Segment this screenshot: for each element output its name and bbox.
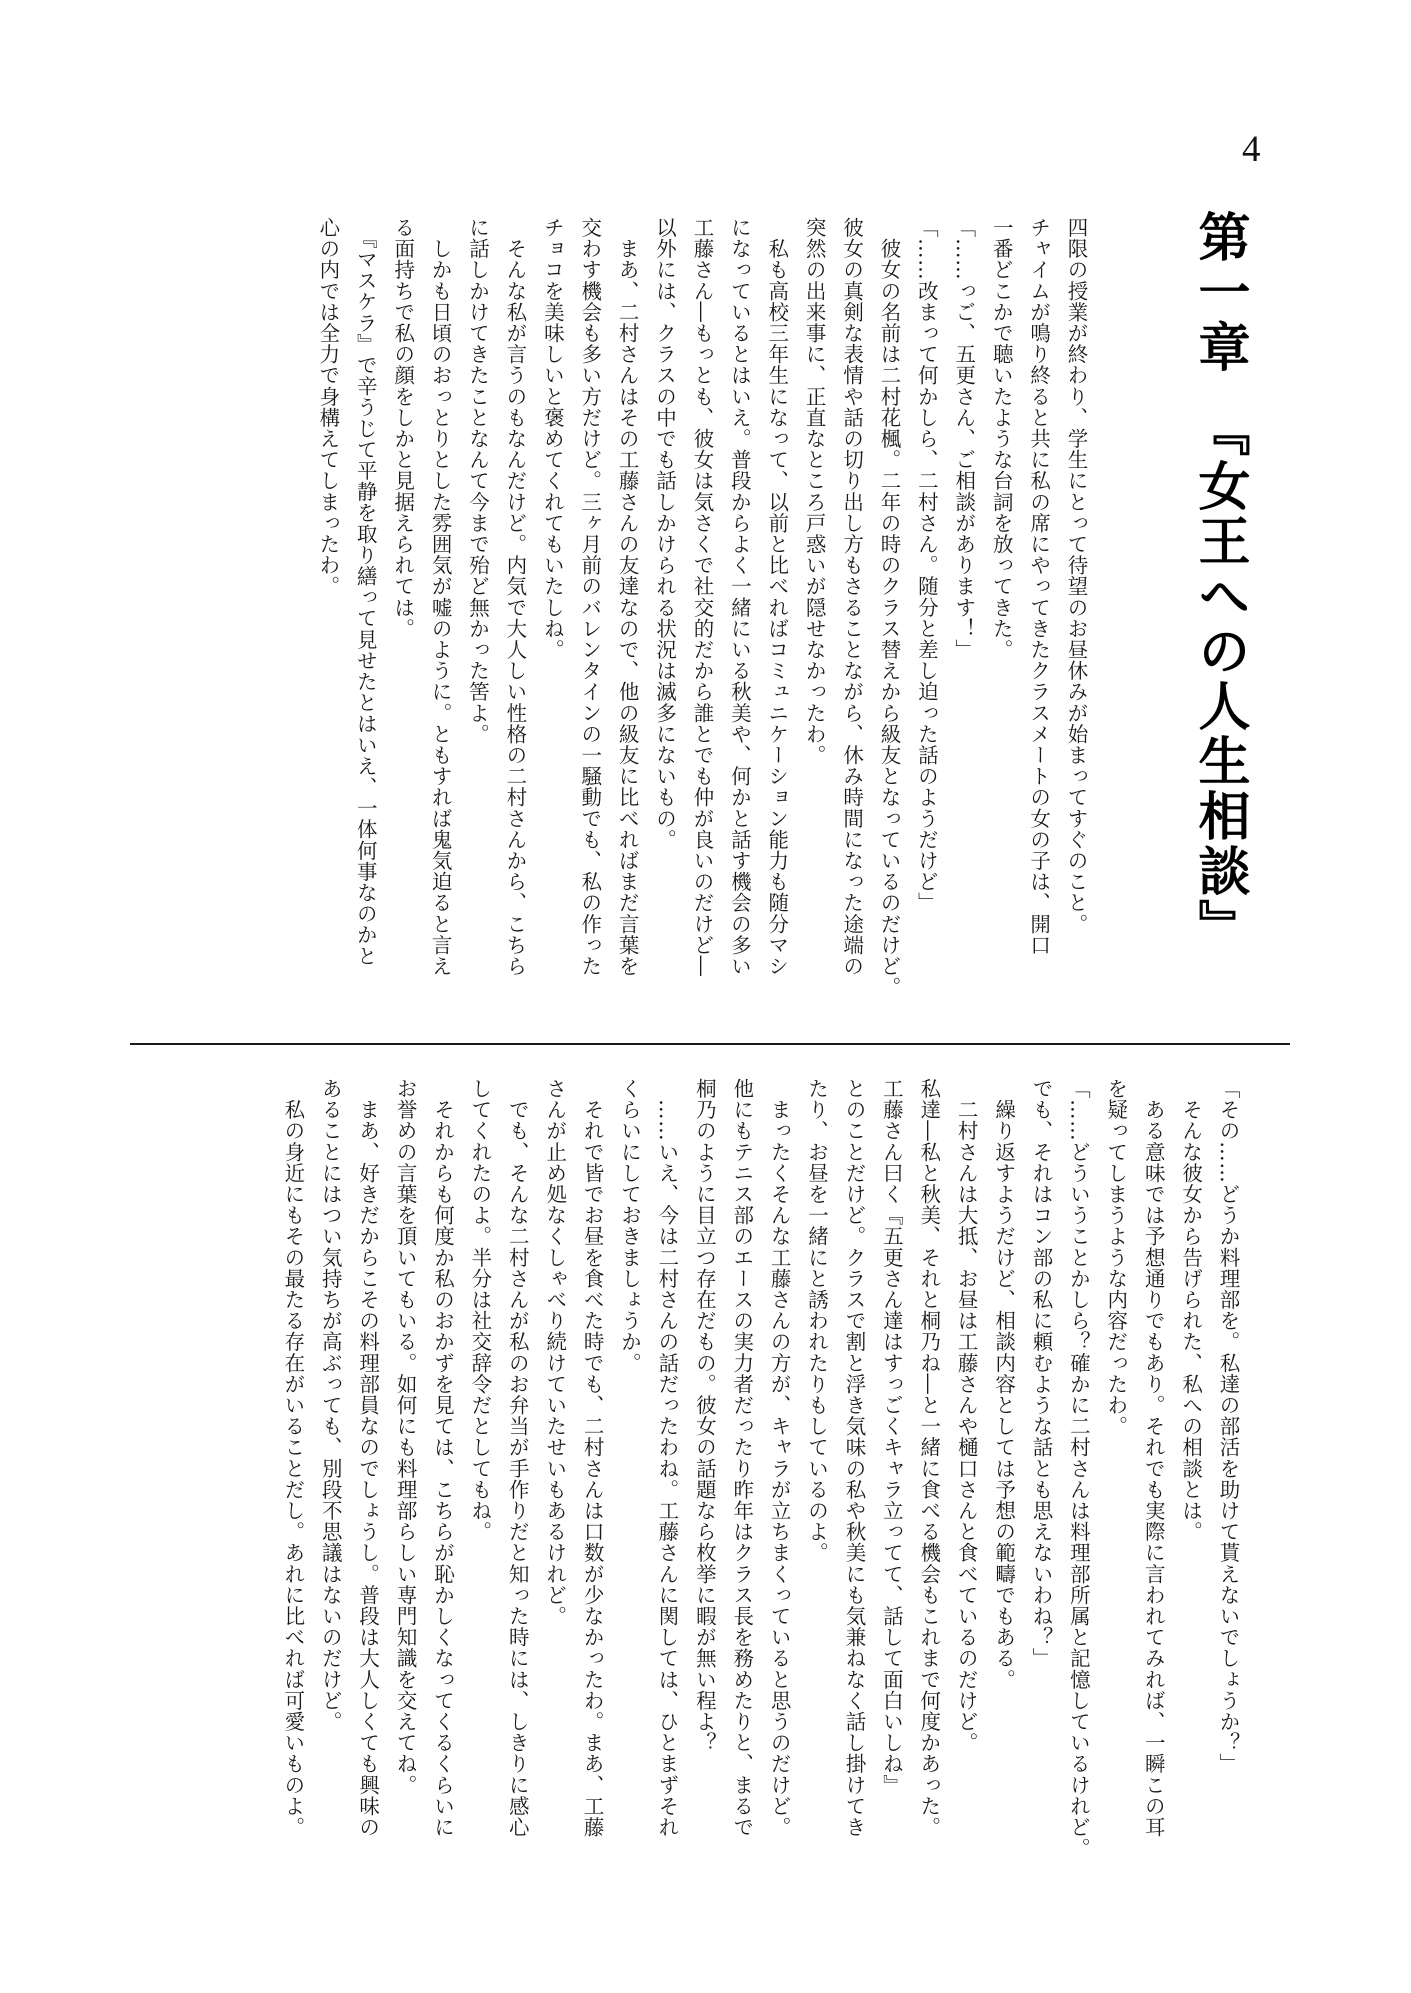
text-line: でも、それはコン部の私に頼むような話とも思えないわね？」 bbox=[1028, 1078, 1053, 1669]
text-line: とのことだけど。クラスで割と浮き気味の私や秋美にも気兼ねなく話し掛けてき bbox=[841, 1078, 866, 1838]
text-line: まあ、二村さんはその工藤さんの友達なので、他の級友に比べればまだ言葉を bbox=[615, 217, 640, 977]
text-line: 私達―私と秋美、それと桐乃ね―と一緒に食べる機会もこれまで何度かあった。 bbox=[916, 1078, 941, 1838]
text-line: 「……っご、五更さん、ご相談があります！」 bbox=[951, 217, 976, 661]
text-line: 工藤さん―もっとも、彼女は気さくで社交的だから誰とでも仲が良いのだけど― bbox=[689, 217, 714, 977]
text-line: チャイムが鳴り終ると共に私の席にやってきたクラスメートの女の子は、開口 bbox=[1026, 217, 1051, 956]
text-line: を疑ってしまうような内容だったわ。 bbox=[1103, 1078, 1128, 1437]
text-line: ……いえ、今は二村さんの話だったわね。工藤さんに関しては、ひとまずそれ bbox=[654, 1078, 679, 1838]
text-line: 『マスケラ』で辛うじて平静を取り繕って見せたとはいえ、一体何事なのかと bbox=[353, 217, 378, 967]
text-line: ある意味では予想通りでもあり。それでも実際に言われてみれば、一瞬この耳 bbox=[1141, 1078, 1166, 1838]
text-line: それで皆でお昼を食べた時でも、二村さんは口数が少なかったわ。まあ、工藤 bbox=[580, 1078, 605, 1838]
text-line: あることにはつい気持ちが高ぶっても、別段不思議はないのだけど。 bbox=[318, 1078, 343, 1733]
text-line: そんな私が言うのもなんだけど。内気で大人しい性格の二村さんから、こちら bbox=[502, 217, 527, 977]
text-line: 繰り返すようだけど、相談内容としては予想の範疇でもある。 bbox=[991, 1078, 1016, 1690]
text-line: 「……どういうことかしら？確かに二村さんは料理部所属と記憶しているけれど。 bbox=[1066, 1078, 1091, 1859]
page-number: 4 bbox=[1242, 129, 1261, 170]
text-line: 心の内では全力で身構えてしまったわ。 bbox=[315, 217, 340, 597]
text-line: になっているとはいえ。普段からよく一緒にいる秋美や、何かと話す機会の多い bbox=[727, 217, 752, 977]
text-line: さんが止め処なくしゃべり続けていたせいもあるけれど。 bbox=[542, 1078, 567, 1627]
text-line: お誉めの言葉を頂いてもいる。如何にも料理部らしい専門知識を交えてね。 bbox=[393, 1078, 418, 1796]
text-line: たり、お昼を一緒にと誘われたりもしているのよ。 bbox=[804, 1078, 829, 1564]
text-line: しかも日頃のおっとりとした雰囲気が嘘のように。ともすれば鬼気迫ると言え bbox=[428, 217, 453, 977]
text-line: 工藤さん曰く『五更さん達はすっごくキャラ立ってて、話して面白いしね』 bbox=[879, 1078, 904, 1796]
text-line: それからも何度か私のおかずを見ては、こちらが恥かしくなってくるくらいに bbox=[430, 1078, 455, 1838]
text-line: 二村さんは大抵、お昼は工藤さんや樋口さんと食べているのだけど。 bbox=[954, 1078, 979, 1754]
text-line: 私の身近にもその最たる存在がいることだし。あれに比べれば可愛いものよ。 bbox=[280, 1078, 305, 1838]
text-line: してくれたのよ。半分は社交辞令だとしてもね。 bbox=[467, 1078, 492, 1543]
text-line: 交わす機会も多い方だけど。三ヶ月前のバレンタインの一騒動でも、私の作った bbox=[577, 217, 602, 977]
text-line: 突然の出来事に、正直なところ戸惑いが隠せなかったわ。 bbox=[802, 217, 827, 766]
text-line: そんな彼女から告げられた、私への相談とは。 bbox=[1178, 1078, 1203, 1543]
text-line: まあ、好きだからこその料理部員なのでしょうし。普段は大人しくても興味の bbox=[355, 1078, 380, 1838]
text-line: 以外には、クラスの中でも話しかけられる状況は滅多にないもの。 bbox=[652, 217, 677, 850]
text-line: 彼女の真剣な表情や話の切り出し方もさることながら、休み時間になった途端の bbox=[839, 217, 864, 977]
text-line: くらいにしておきましょうか。 bbox=[617, 1078, 642, 1374]
text-line: 一番どこかで聴いたような台詞を放ってきた。 bbox=[989, 217, 1014, 661]
bottom-text-block bbox=[273, 1078, 1246, 1912]
text-line: 桐乃のように目立つ存在だもの。彼女の話題なら枚挙に暇が無い程よ？ bbox=[692, 1078, 717, 1754]
text-line: 「……改まって何かしら、二村さん。随分と差し迫った話のようだけど」 bbox=[914, 217, 939, 914]
chapter-title: 第一章 『女王への人生相談』 bbox=[1189, 210, 1250, 954]
section-divider bbox=[130, 1043, 1290, 1045]
top-text-block bbox=[308, 217, 1094, 1047]
text-line: チョコを美味しいと褒めてくれてもいたしね。 bbox=[540, 217, 565, 661]
text-line: 他にもテニス部のエースの実力者だったり昨年はクラス長を務めたりと、まるで bbox=[729, 1078, 754, 1838]
text-line: 彼女の名前は二村花楓。二年の時のクラス替えから級友となっているのだけど。 bbox=[876, 217, 901, 998]
text-line: 四限の授業が終わり、学生にとって待望のお昼休みが始まってすぐのこと。 bbox=[1064, 217, 1088, 935]
text-line: でも、そんな二村さんが私のお弁当が手作りだと知った時には、しきりに感心 bbox=[505, 1078, 530, 1838]
text-line: 私も高校三年生になって、以前と比べればコミュニケーション能力も随分マシ bbox=[764, 217, 789, 977]
text-line: る面持ちで私の顔をしかと見据えられては。 bbox=[390, 217, 415, 639]
text-line: に話しかけてきたことなんて今まで殆ど無かった筈よ。 bbox=[465, 217, 490, 745]
text-line: 「その……どうか料理部を。私達の部活を助けて貰えないでしょうか？」 bbox=[1216, 1078, 1240, 1775]
text-line: まったくそんな工藤さんの方が、キャラが立ちまくっていると思うのだけど。 bbox=[767, 1078, 792, 1838]
